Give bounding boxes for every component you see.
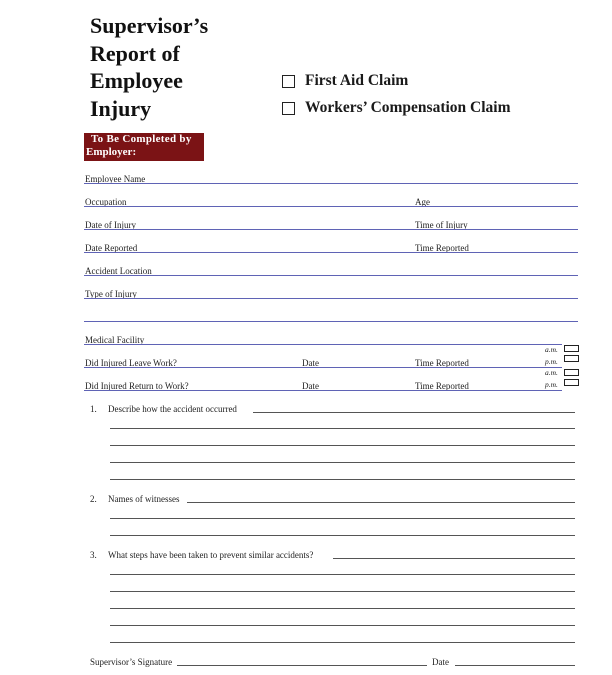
question-3-answer-line[interactable] [333, 558, 575, 559]
time-of-injury-label: Time of Injury [415, 220, 468, 230]
type-of-injury-field[interactable] [84, 298, 578, 299]
question-3-answer-line[interactable] [110, 642, 575, 643]
leave-time-reported-label: Time Reported [415, 358, 469, 368]
question-2-number: 2. [90, 494, 97, 504]
workers-comp-claim-option[interactable] [282, 99, 511, 117]
question-1-answer-line[interactable] [110, 445, 575, 446]
leave-pm-label: p.m. [545, 357, 558, 366]
return-am-label: a.m. [545, 368, 558, 377]
question-3-answer-line[interactable] [110, 625, 575, 626]
signature-date-line[interactable] [455, 665, 575, 666]
accident-location-field[interactable] [84, 275, 578, 276]
title-line-2: Report of [90, 40, 180, 66]
date-of-injury-label: Date of Injury [85, 220, 136, 230]
medical-facility-label: Medical Facility [85, 335, 145, 345]
supervisor-signature-label: Supervisor’s Signature [90, 657, 173, 667]
return-time-reported-label: Time Reported [415, 381, 469, 391]
return-date-label: Date [302, 381, 319, 391]
occupation-label: Occupation [85, 197, 127, 207]
title-line-3: Employee [90, 68, 183, 93]
title-line-1: Supervisor’s [90, 13, 209, 38]
question-3-answer-line[interactable] [110, 591, 575, 592]
question-2-label: Names of witnesses [108, 494, 180, 504]
employee-name-field[interactable] [84, 183, 578, 184]
leave-work-label: Did Injured Leave Work? [85, 358, 177, 368]
form-title [90, 12, 290, 122]
leave-date-label: Date [302, 358, 319, 368]
first-aid-claim-option[interactable] [282, 72, 408, 90]
question-1-answer-line[interactable] [110, 479, 575, 480]
question-1-answer-line[interactable] [253, 412, 575, 413]
supervisor-signature-line[interactable] [177, 665, 427, 666]
first-aid-claim-label: First Aid Claim [305, 72, 409, 89]
accident-location-label: Accident Location [85, 266, 152, 276]
return-work-label: Did Injured Return to Work? [85, 381, 189, 391]
occupation-age-field[interactable] [84, 206, 578, 207]
question-2-answer-line[interactable] [110, 535, 575, 536]
workers-comp-claim-checkbox[interactable] [282, 102, 295, 115]
employer-section-banner [84, 133, 204, 161]
question-3-answer-line[interactable] [110, 574, 575, 575]
leave-work-field[interactable] [84, 367, 562, 368]
medical-facility-field[interactable] [84, 344, 562, 345]
return-am-checkbox[interactable] [564, 369, 579, 376]
time-reported-label: Time Reported [415, 243, 469, 253]
return-pm-checkbox[interactable] [564, 379, 579, 386]
type-of-injury-label: Type of Injury [85, 289, 137, 299]
date-reported-label: Date Reported [85, 243, 138, 253]
question-1-answer-line[interactable] [110, 462, 575, 463]
leave-pm-checkbox[interactable] [564, 355, 579, 362]
leave-am-checkbox[interactable] [564, 345, 579, 352]
date-time-of-injury-field[interactable] [84, 229, 578, 230]
date-time-reported-field[interactable] [84, 252, 578, 253]
signature-date-label: Date [432, 657, 449, 667]
age-label: Age [415, 197, 430, 207]
question-2-answer-line[interactable] [110, 518, 575, 519]
banner-line-1: To Be Completed by [91, 133, 192, 145]
first-aid-claim-checkbox[interactable] [282, 75, 295, 88]
return-pm-label: p.m. [545, 380, 558, 389]
question-3-number: 3. [90, 550, 97, 560]
question-1-label: Describe how the accident occurred [108, 404, 237, 414]
question-2-answer-line[interactable] [187, 502, 575, 503]
type-of-injury-field-continued[interactable] [84, 321, 578, 322]
question-3-answer-line[interactable] [110, 608, 575, 609]
leave-am-label: a.m. [545, 345, 558, 354]
title-line-4: Injury [90, 95, 152, 121]
workers-comp-claim-label: Workers’ Compensation Claim [305, 99, 511, 116]
question-1-answer-line[interactable] [110, 428, 575, 429]
banner-line-2: Employer: [86, 146, 137, 158]
return-work-field[interactable] [84, 390, 562, 391]
question-1-number: 1. [90, 404, 97, 414]
employee-name-label: Employee Name [85, 174, 146, 184]
question-3-label: What steps have been taken to prevent similar accidents? [108, 550, 314, 560]
